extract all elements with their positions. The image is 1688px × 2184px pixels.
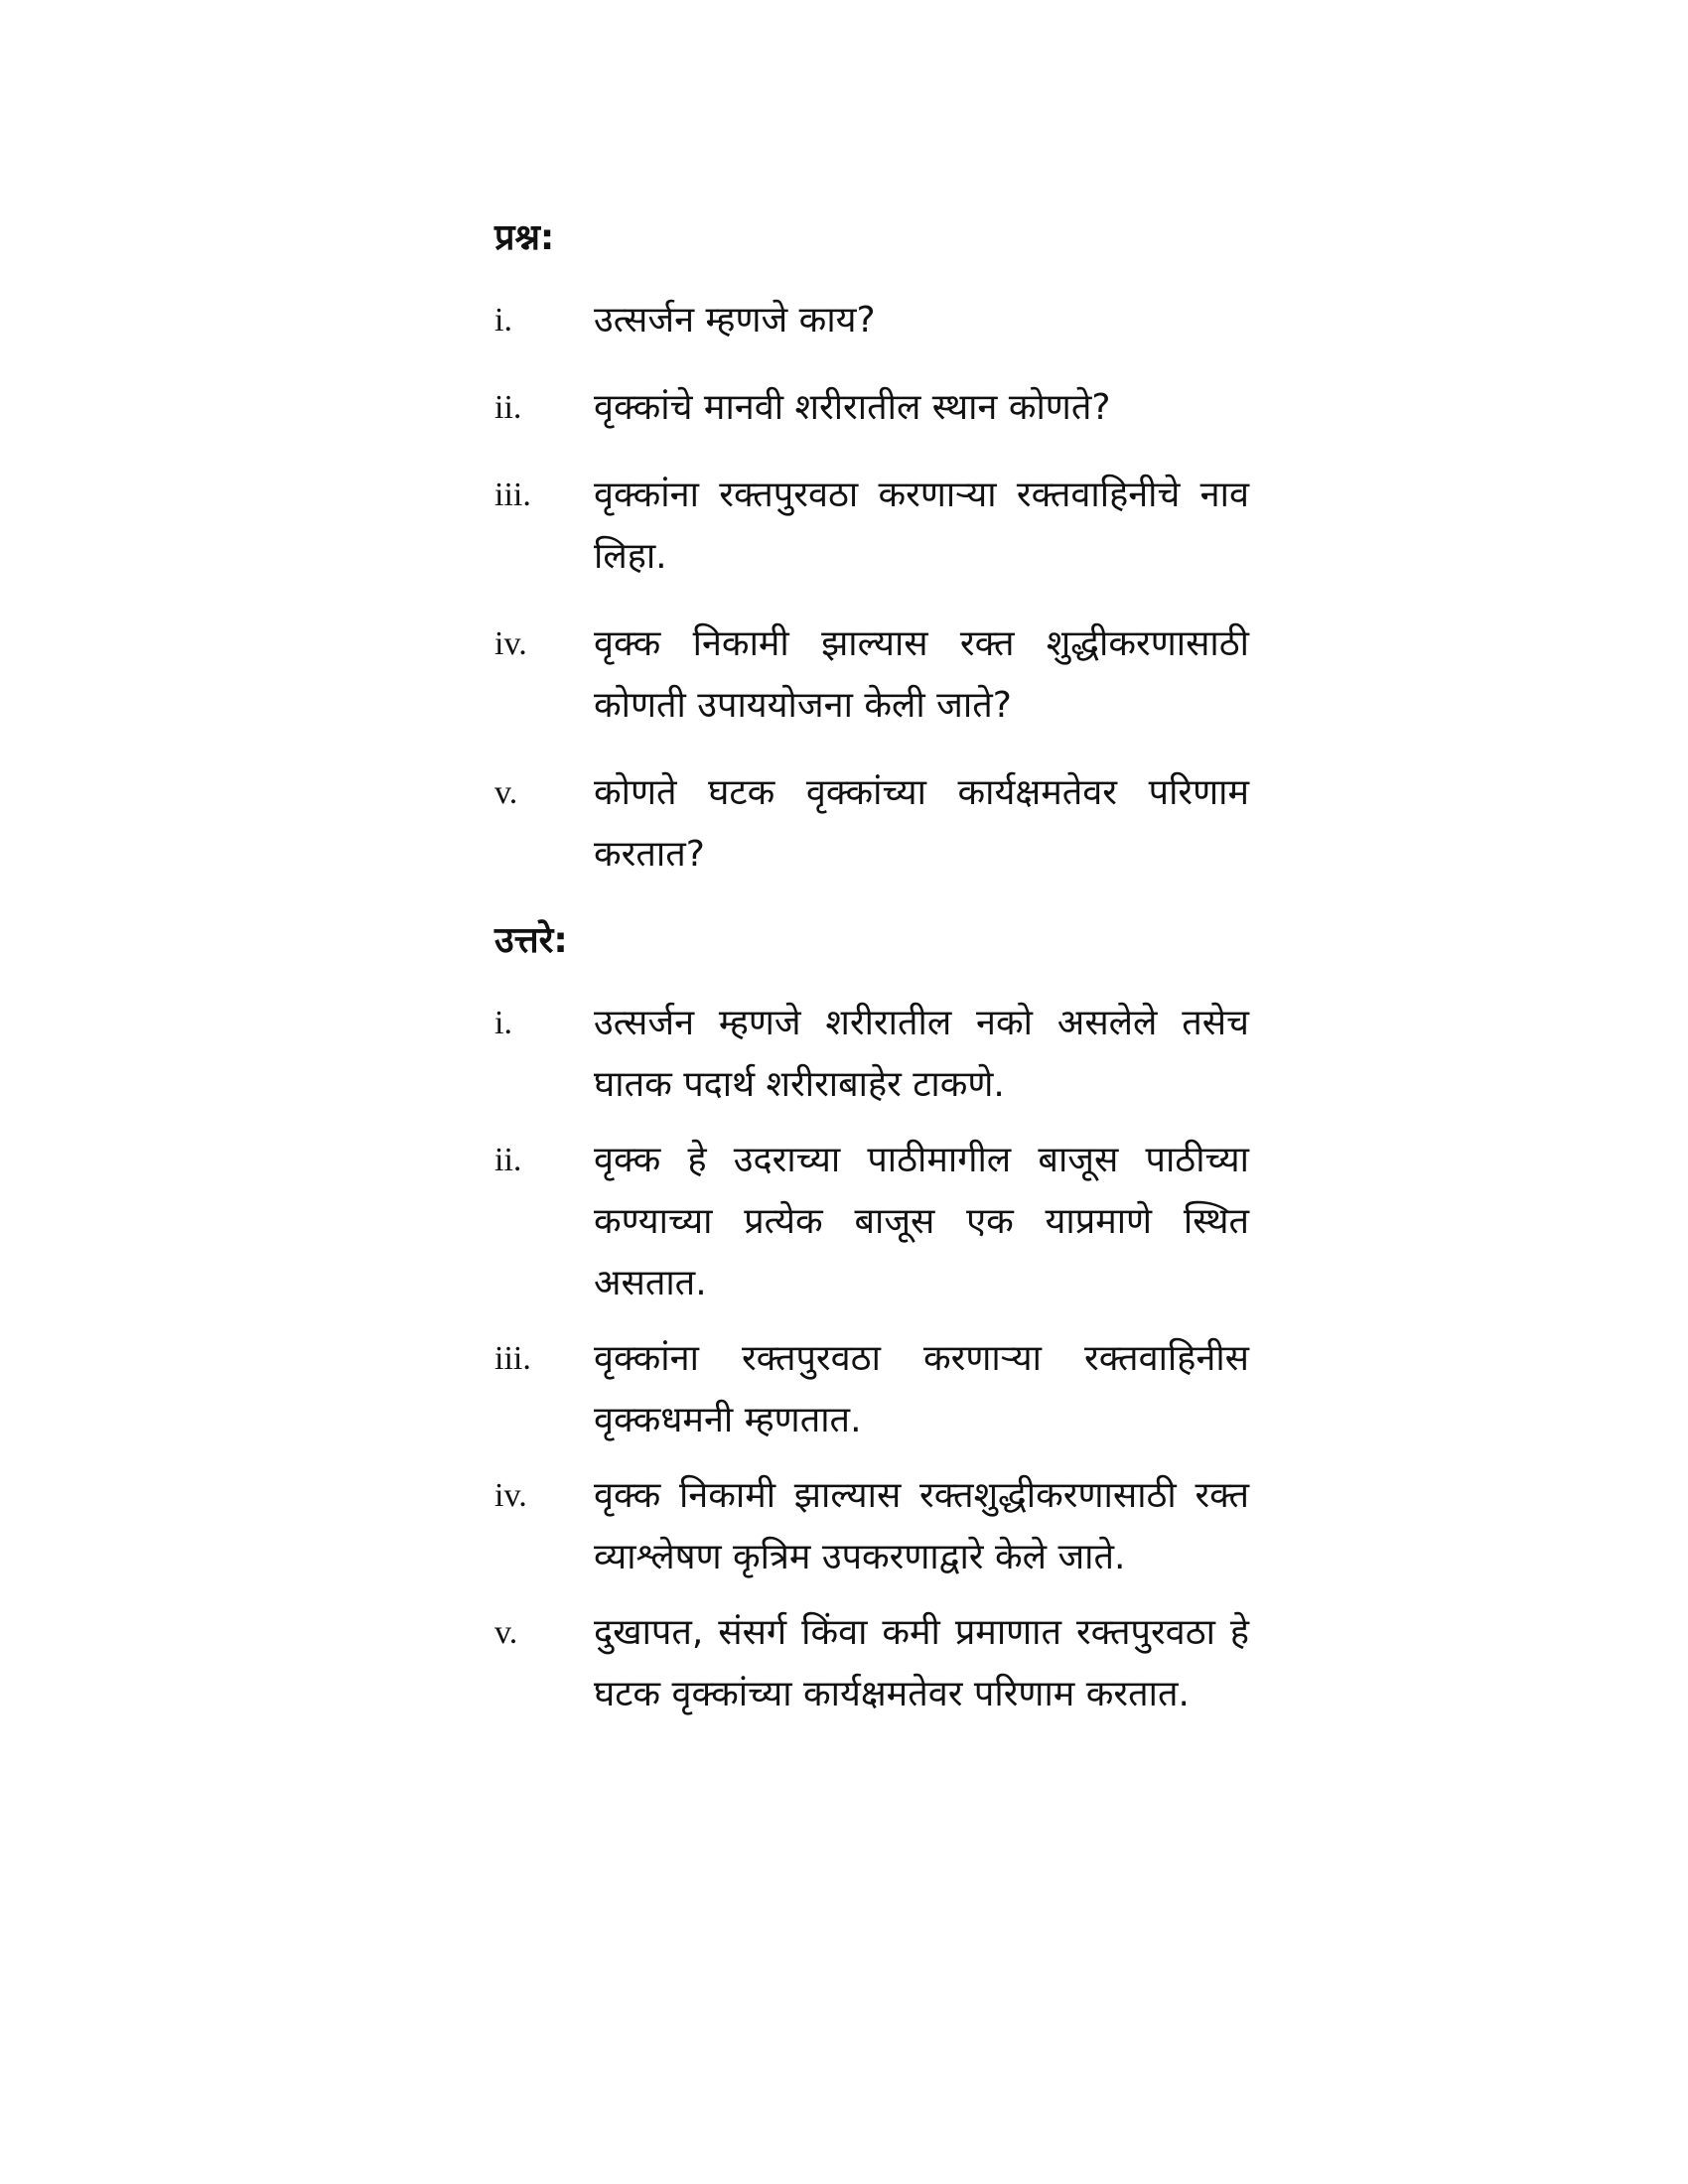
answer-number: v. <box>494 1614 518 1651</box>
question-number: iii. <box>494 477 531 513</box>
answer-number: ii. <box>494 1142 522 1178</box>
answer-item <box>494 1328 1249 1451</box>
questions-heading: प्रश्न: <box>494 217 555 258</box>
answer-text: वृक्कांना रक्तपुरवठा करणाऱ्या रक्तवाहिनीस वृक्कधमनी म्हणतात. <box>594 1338 1249 1440</box>
answer-item <box>494 993 1249 1116</box>
answers-list <box>494 993 1249 1725</box>
answers-section <box>494 911 1249 1725</box>
question-text: कोणते घटक वृक्कांच्या कार्यक्षमतेवर परिणाम करतात? <box>594 772 1249 875</box>
answer-number: iii. <box>494 1340 531 1377</box>
answer-item <box>494 1602 1249 1725</box>
question-number: iv. <box>494 625 527 662</box>
question-text: वृक्कांचे मानवी शरीरातील स्थान कोणते? <box>594 387 1111 428</box>
answer-item <box>494 1130 1249 1314</box>
answer-number: iv. <box>494 1477 527 1514</box>
answer-text: वृक्क हे उदराच्या पाठीमागील बाजूस पाठीच्या कण्याच्या प्रत्येक बाजूस एक याप्रमाणे स्थित असतात. <box>594 1140 1249 1303</box>
questions-list <box>494 290 1249 886</box>
question-text: उत्सर्जन म्हणजे काय? <box>594 300 876 341</box>
question-item <box>494 465 1249 588</box>
question-item <box>494 290 1249 351</box>
answer-item <box>494 1465 1249 1588</box>
question-item <box>494 762 1249 886</box>
question-text: वृक्कांना रक्तपुरवठा करणाऱ्या रक्तवाहिनीचे नाव लिहा. <box>594 475 1249 577</box>
questions-section <box>494 208 1249 886</box>
question-item <box>494 614 1249 737</box>
question-text: वृक्क निकामी झाल्यास रक्त शुद्धीकरणासाठी कोणती उपाययोजना केली जाते? <box>594 623 1249 726</box>
question-number: i. <box>494 302 512 339</box>
answer-text: उत्सर्जन म्हणजे शरीरातील नको असलेले तसेच घातक पदार्थ शरीराबाहेर टाकणे. <box>594 1003 1249 1105</box>
answer-text: वृक्क निकामी झाल्यास रक्तशुद्धीकरणासाठी रक्त व्याश्लेषण कृत्रिम उपकरणाद्वारे केले जाते. <box>594 1475 1249 1577</box>
question-number: v. <box>494 774 518 811</box>
answers-heading: उत्तरे: <box>494 920 568 961</box>
answer-number: i. <box>494 1005 512 1041</box>
answer-text: दुखापत, संसर्ग किंवा कमी प्रमाणात रक्तपुरवठा हे घटक वृक्कांच्या कार्यक्षमतेवर परिणाम करतात. <box>594 1612 1249 1714</box>
question-item <box>494 377 1249 439</box>
question-number: ii. <box>494 389 522 426</box>
document-page <box>494 208 1249 1739</box>
